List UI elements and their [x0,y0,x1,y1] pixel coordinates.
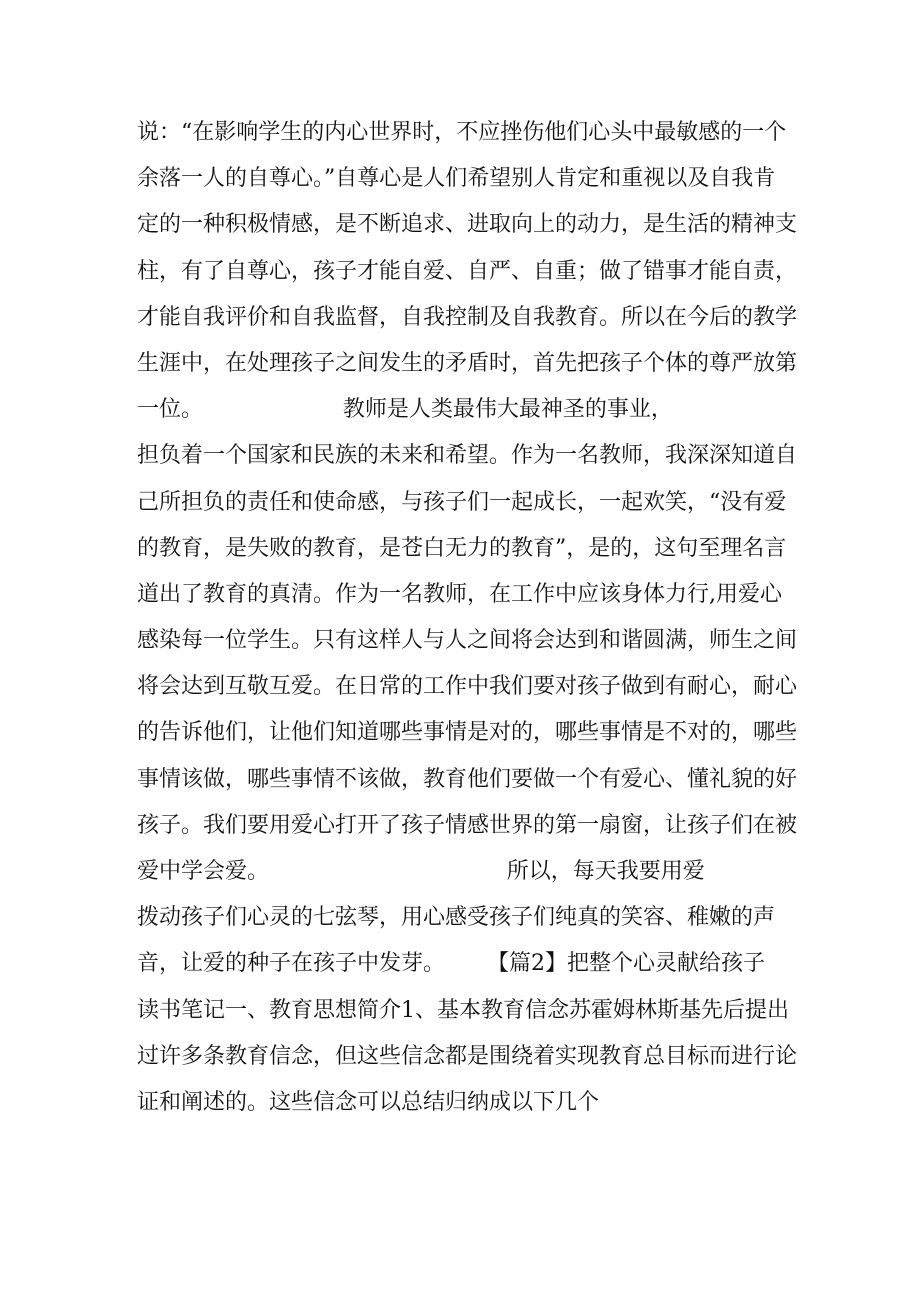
text-line: 爱中学会爱。 所以，每天我要用爱 [137,859,705,884]
text-line: 将会达到互敬互爱。在日常的工作中我们要对孩子做到有耐心，耐心 [137,674,797,700]
text-line: 担负着一个国家和民族的未来和希望。作为一名教师，我深深知道自 [137,443,797,469]
text-line: 柱，有了自尊心，孩子才能自爱、自严、自重；做了错事才能自责， [137,258,797,284]
text-line: 己所担负的责任和使命感，与孩子们一起成长，一起欢笑，“没有爱 [137,489,787,515]
text-line: 道出了教育的真清。作为一名教师，在工作中应该身体力行,用爱心 [137,581,782,607]
text-line: 余落一人的自尊心。”自尊心是人们希望别人肯定和重视以及自我肯 [137,166,776,192]
text-line: 拨动孩子们心灵的七弦琴，用心感受孩子们纯真的笑容、稚嫩的声 [137,905,776,931]
text-line: 事情该做，哪些事情不该做，教育他们要做一个有爱心、懂礼貌的好 [137,766,797,792]
text-line: 生涯中，在处理孩子之间发生的矛盾时，首先把孩子个体的尊严放第 [137,350,797,376]
text-line: 孩子。我们要用爱心打开了孩子情感世界的第一扇窗，让孩子们在被 [137,812,797,838]
text-line: 过许多条教育信念，但这些信念都是围绕着实现教育总目标而进行论 [137,1043,797,1069]
text-line: 一位。 教师是人类最伟大最神圣的事业， [137,397,673,423]
text-line: 说：“在影响学生的内心世界时，不应挫伤他们心头中最敏感的一个 [137,120,787,145]
text-line: 的教育，是失败的教育，是苍白无力的教育”，是的，这句至理名言 [137,535,787,561]
text-line: 证和阐述的。这些信念可以总结归纳成以下几个 [137,1089,600,1115]
body-text [137,110,797,1126]
text-line: 的告诉他们，让他们知道哪些事情是对的，哪些事情是不对的，哪些 [137,720,797,746]
text-line: 感染每一位学生。只有这样人与人之间将会达到和谐圆满，师生之间 [137,628,797,654]
text-line: 音，让爱的种子在孩子中发芽。 【篇2】把整个心灵献给孩子 [137,951,765,977]
text-line: 定的一种积极情感，是不断追求、进取向上的动力，是生活的精神支 [137,212,797,238]
text-line: 才能自我评价和自我监督，自我控制及自我教育。所以在今后的教学 [137,304,797,330]
text-line: 读书笔记一、教育思想简介1、基本教育信念苏霍姆林斯基先后提出 [137,997,789,1023]
